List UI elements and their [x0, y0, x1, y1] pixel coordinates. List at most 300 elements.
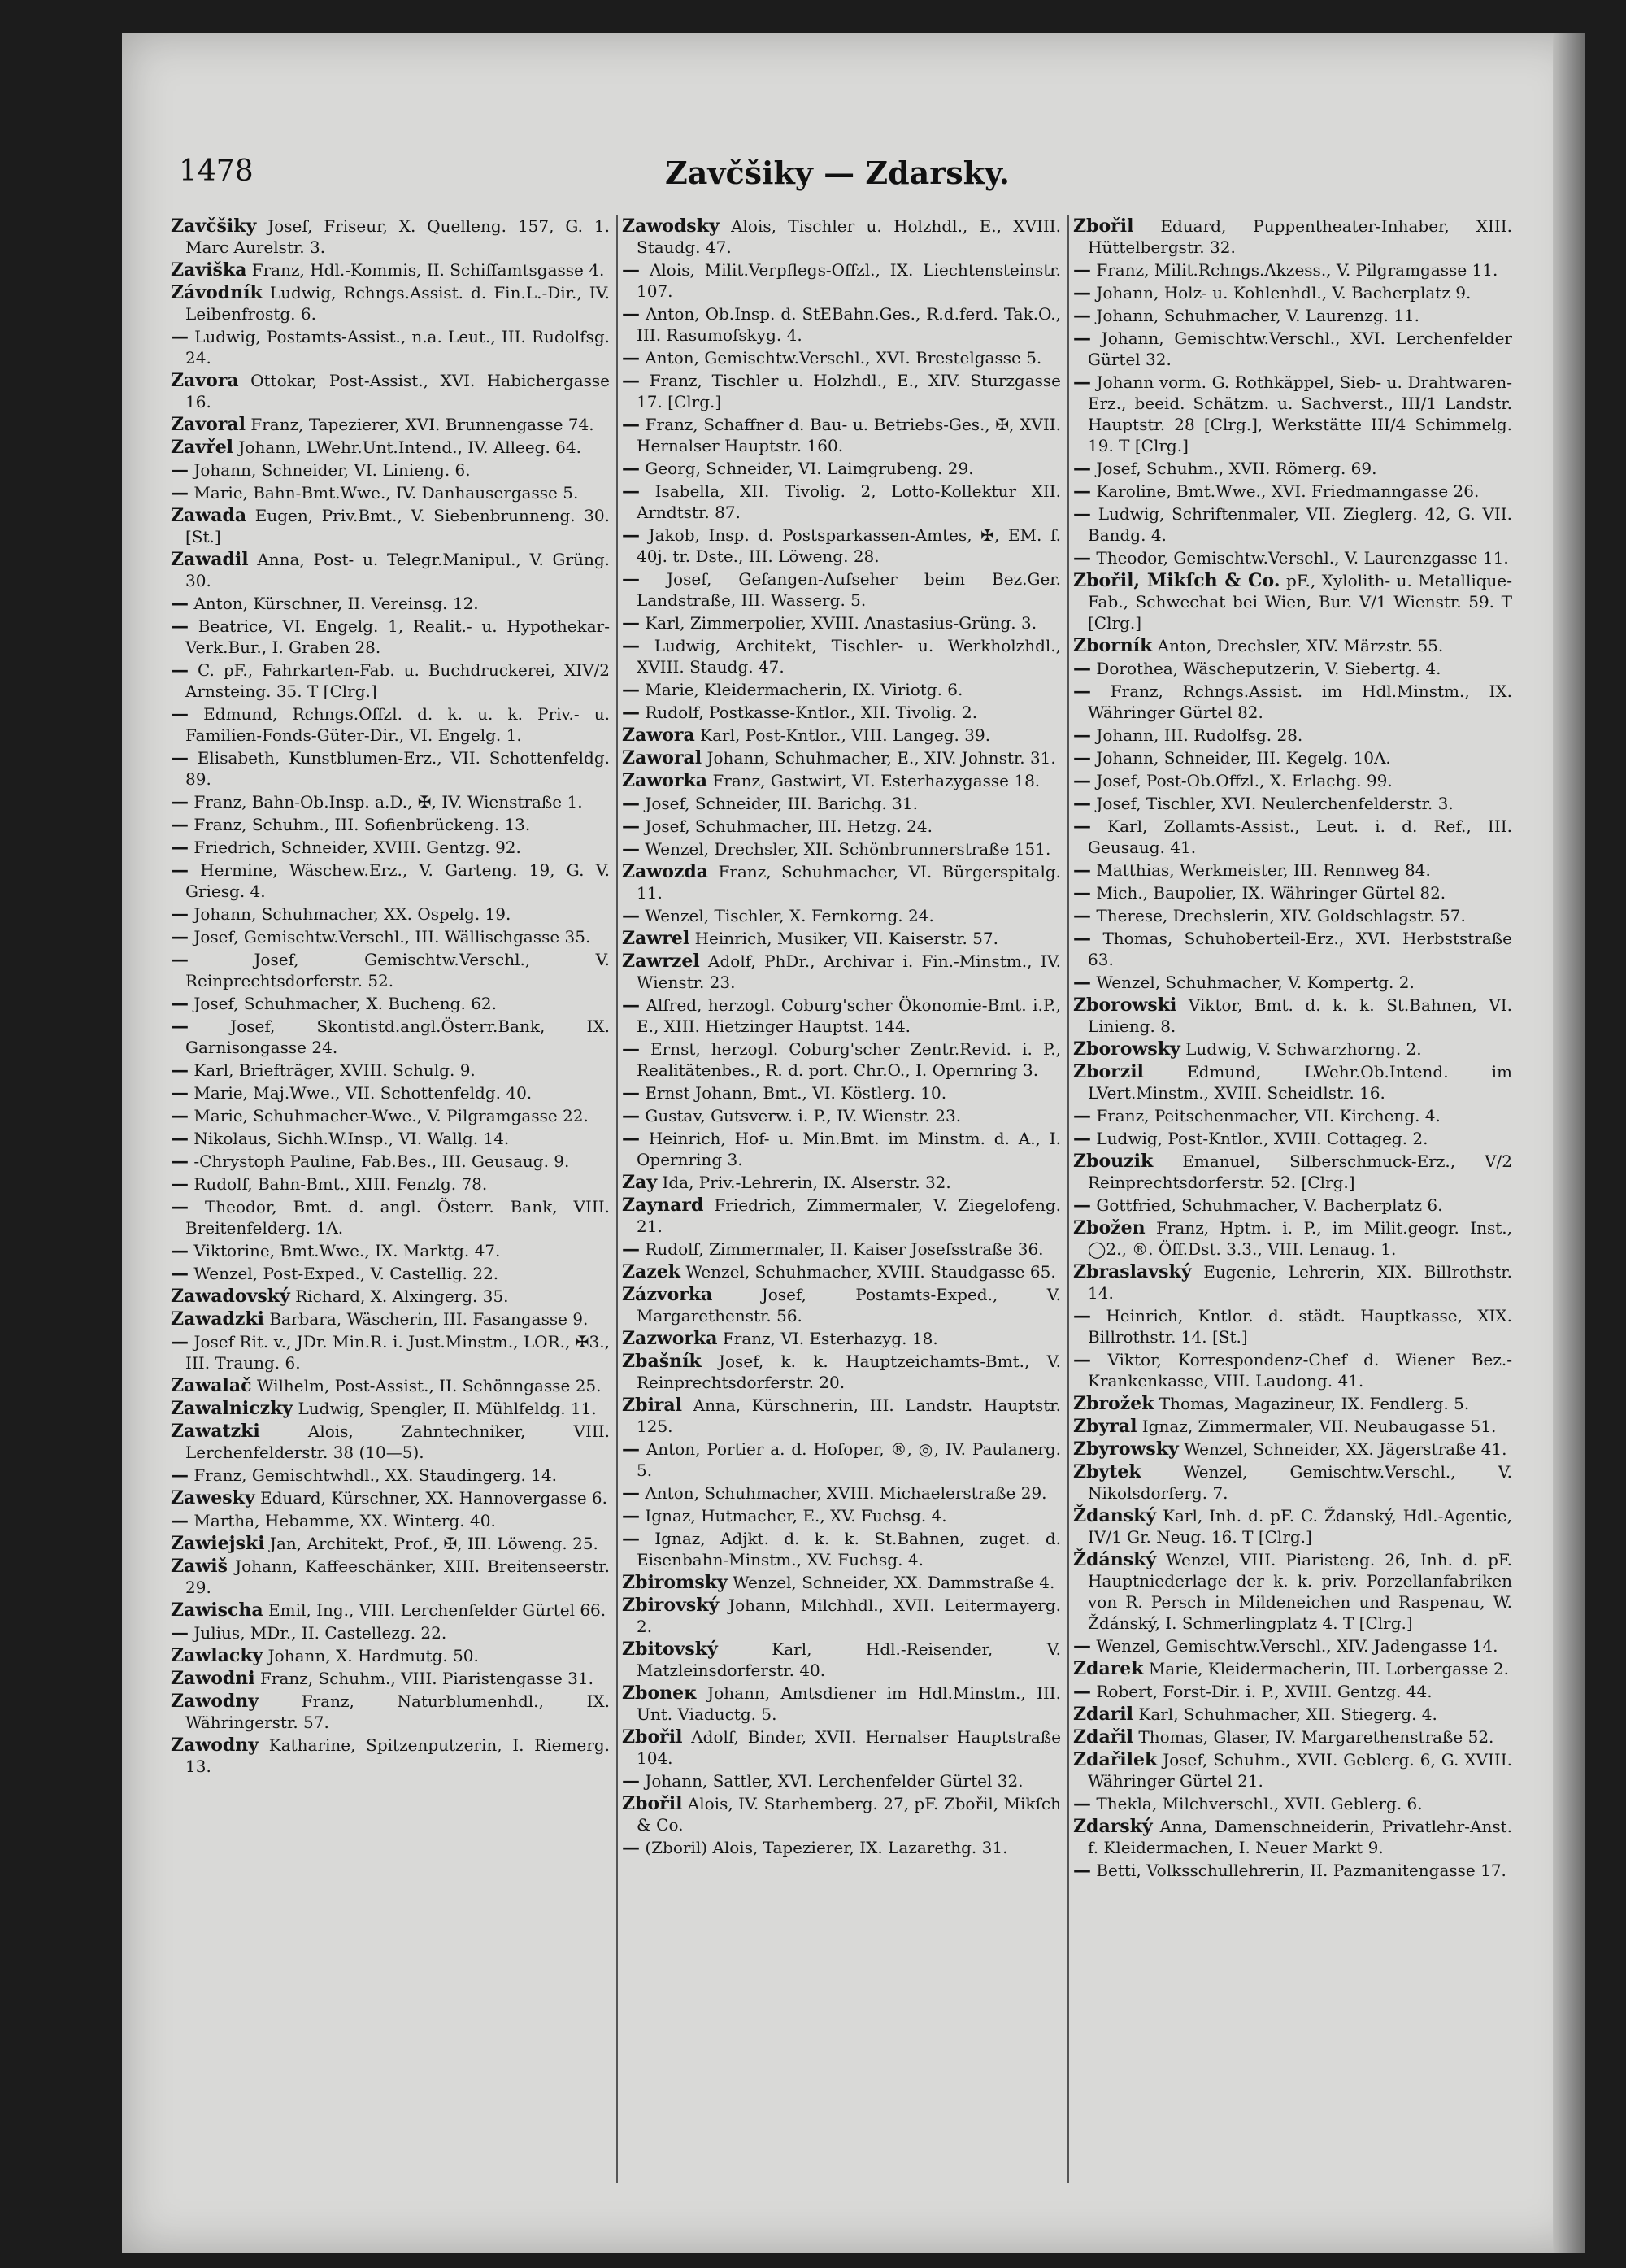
- directory-entry: [171, 215, 610, 258]
- directory-entry: [1073, 1505, 1512, 1548]
- entry-details: Ludwig, Rchngs.Assist. d. Fin.L.-Dir., IV. Leibenfrostg. 6.: [185, 283, 610, 324]
- entry-surname: Zavoral: [171, 414, 246, 435]
- directory-entry: [1073, 681, 1512, 723]
- directory-entry: [1073, 1704, 1512, 1725]
- entry-surname: Zawada: [171, 505, 247, 526]
- entry-details: Josef, Tischler, XVI. Neulerchenfelderstr. 3.: [1096, 794, 1454, 813]
- entry-surname: —: [1073, 1793, 1091, 1814]
- entry-surname: —: [171, 1128, 189, 1149]
- entry-surname: Zborzil: [1073, 1061, 1144, 1082]
- directory-entry: [1073, 328, 1512, 370]
- directory-entry: [1073, 1658, 1512, 1679]
- entry-surname: —: [1073, 259, 1091, 281]
- entry-details: Karl, Post-Kntlor., VIII. Langeg. 39.: [700, 725, 991, 745]
- entry-details: Katharine, Spitzenputzerin, I. Riemerg. 13.: [185, 1735, 610, 1776]
- entry-surname: —: [1073, 1635, 1091, 1656]
- entry-surname: —: [622, 1105, 640, 1126]
- entry-surname: Zbašník: [622, 1351, 702, 1372]
- entry-surname: —: [171, 459, 189, 481]
- entry-surname: Zazworka: [622, 1328, 718, 1349]
- directory-entry: [1073, 1681, 1512, 1702]
- entry-surname: Zawodny: [171, 1691, 259, 1712]
- directory-entry: [622, 414, 1061, 456]
- directory-entry: [622, 458, 1061, 479]
- directory-entry: [622, 259, 1061, 302]
- directory-entry: [1073, 725, 1512, 746]
- directory-entry: [622, 1793, 1061, 1835]
- column-divider: [1067, 215, 1069, 2183]
- entry-surname: —: [1073, 305, 1091, 326]
- directory-entry: [622, 1439, 1061, 1481]
- directory-entry: [622, 1595, 1061, 1637]
- entry-surname: Zawadil: [171, 549, 249, 570]
- entry-surname: Zdařilek: [1073, 1749, 1158, 1770]
- entry-surname: —: [171, 1240, 189, 1261]
- directory-entry: [171, 1556, 610, 1598]
- directory-entry: [171, 1645, 610, 1666]
- directory-entry: [622, 1105, 1061, 1126]
- directory-entry: [1073, 1416, 1512, 1437]
- entry-details: Martha, Hebamme, XX. Winterg. 40.: [193, 1511, 496, 1530]
- entry-surname: Zbořil: [622, 1726, 683, 1748]
- entry-details: Anna, Damenschneiderin, Privatlehr-Anst. f. Kleidermachen, I. Neuer Markt 9.: [1088, 1817, 1512, 1857]
- directory-entry: [622, 1128, 1061, 1170]
- directory-entry: [1073, 570, 1512, 633]
- directory-entry: [171, 1533, 610, 1554]
- entry-surname: —: [622, 1505, 640, 1526]
- entry-surname: Zdaril: [1073, 1704, 1134, 1725]
- entry-details: -Chrystoph Pauline, Fab.Bes., III. Geusaug. 9.: [193, 1151, 570, 1171]
- entry-details: Betti, Volksschullehrerin, II. Pazmanitengasse 17.: [1096, 1861, 1506, 1880]
- directory-entry: [1073, 1151, 1512, 1193]
- entry-details: Viktor, Korrespondenz-Chef d. Wiener Bez.-Krankenkasse, VIII. Laudong. 41.: [1088, 1350, 1512, 1391]
- entry-details: Theodor, Gemischtw.Verschl., V. Laurenzgasse 11.: [1096, 548, 1509, 568]
- entry-details: Ludwig, Architekt, Tischler- u. Werkholzhdl., XVIII. Staudg. 47.: [637, 636, 1061, 677]
- directory-entry: [622, 702, 1061, 723]
- entry-details: Emanuel, Silberschmuck-Erz., V/2 Reinprechtsdorferstr. 52. [Clrg.]: [1088, 1151, 1512, 1192]
- directory-entry: [1073, 305, 1512, 326]
- entry-surname: Zawiš: [171, 1556, 228, 1577]
- entry-details: C. pF., Fahrkarten-Fab. u. Buchdruckerei, XIV/2 Arnsteing. 35. T [Clrg.]: [185, 660, 610, 701]
- entry-surname: —: [171, 616, 189, 637]
- entry-details: Heinrich, Kntlor. d. städt. Hauptkasse, XIX. Billrothstr. 14. [St.]: [1088, 1306, 1512, 1347]
- entry-details: Franz, VI. Esterhazyg. 18.: [722, 1329, 938, 1348]
- directory-entry: [171, 459, 610, 481]
- entry-details: Alois, Zahntechniker, VIII. Lerchenfelderstr. 38 (10—5).: [185, 1421, 610, 1462]
- directory-entry: [622, 1726, 1061, 1769]
- directory-entry: [1073, 1128, 1512, 1149]
- entry-surname: —: [171, 993, 189, 1014]
- entry-details: Edmund, Rchngs.Offzl. d. k. u. k. Priv.- u. Familien-Fonds-Güter-Dir., VI. Engelg. 1.: [185, 704, 610, 745]
- entry-details: Franz, Gemischtwhdl., XX. Staudingerg. 14.: [193, 1465, 558, 1485]
- entry-surname: Zaynard: [622, 1195, 704, 1216]
- directory-entry: [171, 259, 610, 281]
- entry-details: Thomas, Magazineur, IX. Fendlerg. 5.: [1159, 1394, 1470, 1413]
- directory-entry: [171, 747, 610, 790]
- entry-surname: —: [171, 660, 189, 681]
- entry-details: Josef, Schuhm., XVII. Römerg. 69.: [1096, 459, 1377, 478]
- entry-details: Emil, Ing., VIII. Lerchenfelder Gürtel 66.: [268, 1600, 606, 1620]
- entry-details: Johann, Amtsdiener im Hdl.Minstm., III. Unt. Viaductg. 5.: [637, 1683, 1061, 1724]
- entry-details: Franz, Gastwirt, VI. Esterhazygasse 18.: [712, 771, 1041, 790]
- directory-entry: [171, 1016, 610, 1058]
- directory-entry: [1073, 1217, 1512, 1260]
- entry-details: Johann, III. Rudolfsg. 28.: [1096, 725, 1303, 745]
- directory-entry: [622, 347, 1061, 368]
- directory-entry: [171, 1151, 610, 1172]
- entry-details: Johann, Schuhmacher, XX. Ospelg. 19.: [193, 904, 511, 924]
- directory-entry: [622, 1351, 1061, 1393]
- entry-surname: —: [622, 1082, 640, 1104]
- directory-entry: [1073, 282, 1512, 303]
- entry-details: Rudolf, Postkasse-Kntlor., XII. Tivolig. 2.: [645, 703, 978, 722]
- entry-details: Beatrice, VI. Engelg. 1, Realit.- u. Hypothekar-Verk.Bur., I. Graben 28.: [185, 616, 610, 657]
- entry-surname: —: [1073, 328, 1091, 349]
- entry-surname: Zbořil, Mikſch & Co.: [1073, 570, 1280, 591]
- entry-details: Wenzel, Schuhmacher, XVIII. Staudgasse 65.: [685, 1262, 1056, 1282]
- entry-details: Jan, Architekt, Prof., ✠, III. Löweng. 25.: [269, 1534, 598, 1553]
- entry-surname: Zawodsky: [622, 215, 720, 237]
- directory-entry: [622, 481, 1061, 523]
- entry-details: Eduard, Puppentheater-Inhaber, XIII. Hüttelbergstr. 32.: [1088, 216, 1512, 257]
- directory-entry: [1073, 972, 1512, 993]
- directory-entry: [171, 903, 610, 925]
- entry-surname: —: [171, 1082, 189, 1104]
- entry-surname: —: [171, 860, 189, 881]
- entry-details: Johann, Holz- u. Kohlenhdl., V. Bacherplatz 9.: [1096, 283, 1472, 303]
- directory-entry: [171, 1622, 610, 1643]
- entry-surname: Zborník: [1073, 635, 1153, 656]
- entry-details: Robert, Forst-Dir. i. P., XVIII. Gentzg. 44.: [1096, 1682, 1433, 1701]
- entry-details: Ignaz, Zimmermaler, VII. Neubaugasse 51.: [1141, 1417, 1497, 1436]
- directory-entry: [171, 616, 610, 658]
- entry-surname: —: [622, 1482, 640, 1504]
- directory-entry: [171, 1240, 610, 1261]
- entry-details: Thomas, Glaser, IV. Margarethenstraße 52.: [1138, 1727, 1494, 1747]
- page-header: [179, 122, 1496, 195]
- entry-surname: —: [1073, 481, 1091, 502]
- entry-details: Alois, Milit.Verpflegs-Offzl., IX. Liechtensteinstr. 107.: [637, 260, 1061, 301]
- directory-entry: [171, 1128, 610, 1149]
- entry-surname: Zbrožek: [1073, 1393, 1154, 1414]
- entry-details: Richard, X. Alxingerg. 35.: [295, 1286, 509, 1306]
- running-head: Zavčšiky — Zdarsky.: [665, 155, 1010, 191]
- directory-entry: [622, 951, 1061, 993]
- directory-entry: [1073, 1305, 1512, 1347]
- entry-surname: —: [171, 482, 189, 503]
- directory-entry: [622, 838, 1061, 860]
- entry-surname: —: [1073, 681, 1091, 702]
- entry-details: Franz, Schaffner d. Bau- u. Betriebs-Ges., ✠, XVII. Hernalser Hauptstr. 160.: [637, 415, 1061, 455]
- entry-surname: —: [1073, 547, 1091, 568]
- entry-surname: —: [622, 995, 640, 1016]
- entry-surname: Zawrel: [622, 928, 690, 949]
- directory-entry: [622, 1482, 1061, 1504]
- directory-entry: [622, 725, 1061, 746]
- directory-entry: [622, 635, 1061, 677]
- entry-details: Anna, Post- u. Telegr.Manipul., V. Grüng. 30.: [185, 550, 610, 590]
- entry-surname: Ždánský: [1073, 1549, 1157, 1570]
- entry-details: Johann, X. Hardmutg. 50.: [267, 1646, 479, 1665]
- entry-surname: —: [171, 1016, 189, 1037]
- entry-details: Wenzel, Drechsler, XII. Schönbrunnerstraße 151.: [645, 839, 1051, 859]
- entry-surname: —: [622, 905, 640, 926]
- entry-details: Johann, Schneider, VI. Linieng. 6.: [193, 460, 471, 480]
- entry-details: Franz, Schuhm., VIII. Piaristengasse 31.: [260, 1669, 593, 1688]
- entry-details: Franz, Schuhmacher, VI. Bürgerspitalg. 11.: [637, 862, 1061, 903]
- entry-details: Eugenie, Lehrerin, XIX. Billrothstr. 14.: [1088, 1262, 1512, 1303]
- entry-surname: —: [171, 1173, 189, 1195]
- entry-surname: Zawodny: [171, 1735, 259, 1756]
- entry-details: Adolf, PhDr., Archivar i. Fin.-Minstm., IV. Wienstr. 23.: [637, 951, 1061, 992]
- directory-entry: [622, 793, 1061, 814]
- entry-details: Anna, Kürschnerin, III. Landstr. Hauptstr. 125.: [637, 1395, 1061, 1436]
- directory-entry: [622, 905, 1061, 926]
- entry-surname: Zbraslavský: [1073, 1261, 1192, 1282]
- entry-details: Anton, Schuhmacher, XVIII. Michaelerstraße 29.: [645, 1483, 1047, 1503]
- directory-entry: [1073, 1105, 1512, 1126]
- directory-entry: [622, 928, 1061, 949]
- directory-entry: [622, 525, 1061, 567]
- column-divider: [616, 215, 618, 2183]
- directory-entry: [622, 1261, 1061, 1282]
- entry-surname: —: [622, 793, 640, 814]
- entry-details: Barbara, Wäscherin, III. Fasangasse 9.: [269, 1309, 589, 1329]
- entry-details: Isabella, XII. Tivolig. 2, Lotto-Kollektur XII. Arndtstr. 87.: [637, 481, 1061, 522]
- directory-entry: [1073, 1061, 1512, 1104]
- entry-surname: —: [1073, 793, 1091, 814]
- directory-entry: [171, 1600, 610, 1621]
- directory-entry: [171, 1060, 610, 1081]
- entry-details: Heinrich, Hof- u. Min.Bmt. im Minstm. d. A., I. Opernring 3.: [637, 1129, 1061, 1169]
- entry-details: Karl, Zimmerpolier, XVIII. Anastasius-Grüng. 3.: [645, 613, 1037, 633]
- entry-details: Ludwig, Spengler, II. Mühlfeldg. 11.: [298, 1399, 597, 1418]
- entry-details: Alfred, herzogl. Coburg'scher Ökonomie-Bmt. i.P., E., XIII. Hietzinger Hauptst. 144.: [637, 995, 1061, 1036]
- entry-surname: Zawesky: [171, 1487, 255, 1508]
- directory-entry: [171, 814, 610, 835]
- entry-surname: —: [1073, 1128, 1091, 1149]
- entry-surname: —: [1073, 1105, 1091, 1126]
- entry-surname: —: [622, 525, 640, 546]
- entry-surname: —: [1073, 905, 1091, 926]
- entry-surname: —: [171, 1105, 189, 1126]
- entry-surname: —: [622, 259, 640, 281]
- entry-surname: Zawiejski: [171, 1533, 265, 1554]
- entry-surname: —: [171, 814, 189, 835]
- directory-entry: [171, 949, 610, 991]
- entry-details: Rudolf, Bahn-Bmt., XIII. Fenzlg. 78.: [193, 1174, 488, 1194]
- directory-entry: [622, 612, 1061, 633]
- directory-entry: [171, 860, 610, 902]
- entry-surname: Zborowski: [1073, 995, 1177, 1016]
- directory-entry: [171, 1465, 610, 1486]
- directory-entry: [1073, 1749, 1512, 1791]
- entry-surname: —: [171, 1331, 189, 1352]
- directory-entry: [171, 1375, 610, 1396]
- entry-details: Josef, Schuhmacher, III. Hetzg. 24.: [645, 816, 933, 836]
- entry-details: Marie, Bahn-Bmt.Wwe., IV. Danhausergasse 5.: [193, 483, 579, 503]
- entry-surname: —: [1073, 725, 1091, 746]
- entry-surname: —: [622, 838, 640, 860]
- entry-surname: —: [622, 1770, 640, 1791]
- entry-details: Mich., Baupolier, IX. Währinger Gürtel 82.: [1096, 883, 1446, 903]
- column-2: [622, 215, 1061, 2192]
- book-gutter: [1553, 33, 1585, 2253]
- column-3: [1073, 215, 1512, 2192]
- entry-surname: —: [1073, 972, 1091, 993]
- directory-entry: [171, 837, 610, 858]
- entry-details: Franz, Hdl.-Kommis, II. Schiffamtsgasse 4.: [251, 260, 605, 280]
- entry-details: Eduard, Kürschner, XX. Hannovergasse 6.: [260, 1488, 607, 1508]
- directory-entry: [622, 1639, 1061, 1681]
- entry-details: Alois, IV. Starhemberg. 27, pF. Zbořil, Mikſch & Co.: [637, 1794, 1061, 1835]
- entry-surname: Zbiromsky: [622, 1572, 728, 1593]
- directory-entry: [171, 1308, 610, 1330]
- entry-details: Franz, Tischler u. Holzhdl., E., XIV. Sturzgasse 17. [Clrg.]: [637, 371, 1061, 411]
- entry-details: pF., Xylolith- u. Metallique-Fab., Schwechat bei Wien, Bur. V/1 Wienstr. 59. T [Clrg.]: [1088, 571, 1512, 633]
- entry-surname: —: [622, 816, 640, 837]
- entry-surname: Zbyrowsky: [1073, 1439, 1179, 1460]
- directory-entry: [171, 660, 610, 702]
- directory-page: [122, 33, 1585, 2253]
- entry-details: Ernst Johann, Bmt., VI. Köstlerg. 10.: [645, 1083, 947, 1103]
- directory-entry: [171, 1173, 610, 1195]
- directory-entry: [1073, 1860, 1512, 1881]
- entry-surname: Zbouzik: [1073, 1151, 1154, 1172]
- entry-surname: —: [622, 481, 640, 502]
- entry-details: Josef, Skontistd.angl.Österr.Bank, IX. Garnisongasse 24.: [185, 1016, 610, 1057]
- entry-surname: Zawlacky: [171, 1645, 263, 1666]
- entry-details: Therese, Drechslerin, XIV. Goldschlagstr. 57.: [1096, 906, 1466, 925]
- directory-entry: [171, 437, 610, 458]
- directory-entry: [622, 1172, 1061, 1193]
- directory-entry: [1073, 747, 1512, 768]
- entry-details: Edmund, LWehr.Ob.Intend. im LVert.Minstm., XVIII. Scheidlstr. 16.: [1088, 1062, 1512, 1103]
- entry-details: Wenzel, Schuhmacher, V. Kompertg. 2.: [1096, 973, 1415, 992]
- entry-surname: Zaworka: [622, 770, 708, 791]
- directory-entry: [1073, 372, 1512, 456]
- directory-entry: [1073, 905, 1512, 926]
- entry-surname: —: [622, 414, 640, 435]
- directory-entry: [622, 1528, 1061, 1570]
- entry-surname: —: [1073, 1349, 1091, 1370]
- entry-surname: —: [171, 1510, 189, 1531]
- entry-details: Wilhelm, Post-Assist., II. Schönngasse 25.: [256, 1376, 602, 1395]
- entry-surname: Zawadovský: [171, 1286, 290, 1307]
- entry-details: Viktor, Bmt. d. k. k. St.Bahnen, VI. Linieng. 8.: [1088, 995, 1512, 1036]
- entry-surname: Zaworal: [622, 747, 702, 768]
- entry-details: Johann, Schneider, III. Kegelg. 10A.: [1096, 748, 1391, 768]
- directory-entry: [171, 1196, 610, 1238]
- directory-entry: [622, 568, 1061, 611]
- entry-details: Franz, Schuhm., III. Sofienbrückeng. 13.: [193, 815, 531, 834]
- entry-surname: —: [622, 679, 640, 700]
- entry-details: Theodor, Bmt. d. angl. Österr. Bank, VIII. Breitenfelderg. 1A.: [185, 1197, 610, 1238]
- entry-details: Franz, Hptm. i. P., im Milit.geogr. Inst., ◯2., ®. Öff.Dst. 3.3., VIII. Lenaug. 1.: [1088, 1218, 1512, 1259]
- directory-entry: [1073, 547, 1512, 568]
- directory-entry: [171, 1082, 610, 1104]
- entry-surname: —: [171, 747, 189, 768]
- directory-entry: [1073, 1549, 1512, 1634]
- directory-entry: [622, 1682, 1061, 1725]
- entry-details: Josef, Post-Ob.Offzl., X. Erlachg. 99.: [1096, 771, 1393, 790]
- entry-surname: —: [171, 1196, 189, 1217]
- directory-entry: [171, 1691, 610, 1733]
- entry-details: Marie, Maj.Wwe., VII. Schottenfeldg. 40.: [193, 1083, 533, 1103]
- entry-details: Gottfried, Schuhmacher, V. Bacherplatz 6.: [1096, 1195, 1443, 1215]
- entry-surname: —: [171, 703, 189, 725]
- directory-entry: [1073, 1439, 1512, 1460]
- entry-details: Eugen, Priv.Bmt., V. Siebenbrunneng. 30. [St.]: [185, 506, 610, 546]
- entry-details: Thekla, Milchverschl., XVII. Geblerg. 6.: [1096, 1794, 1423, 1813]
- entry-details: Karl, Hdl.-Reisender, V. Matzleinsdorferstr. 40.: [637, 1639, 1061, 1680]
- entry-surname: —: [171, 903, 189, 925]
- entry-surname: —: [1073, 928, 1091, 949]
- entry-details: Johann, Gemischtw.Verschl., XVI. Lerchenfelder Gürtel 32.: [1088, 329, 1512, 369]
- entry-surname: —: [171, 1622, 189, 1643]
- entry-details: Ludwig, Schriftenmaler, VII. Zieglerg. 42, G. VII. Bandg. 4.: [1088, 504, 1512, 545]
- entry-details: Wenzel, Gemischtw.Verschl., V. Nikolsdorferg. 7.: [1088, 1462, 1512, 1503]
- entry-details: Ludwig, V. Schwarzhorng. 2.: [1185, 1039, 1422, 1059]
- entry-surname: —: [622, 1038, 640, 1060]
- entry-details: Franz, Rchngs.Assist. im Hdl.Minstm., IX. Währinger Gürtel 82.: [1088, 681, 1512, 722]
- entry-surname: —: [1073, 503, 1091, 525]
- entry-details: Wenzel, Schneider, XX. Jägerstraße 41.: [1184, 1439, 1507, 1459]
- directory-entry: [1073, 1349, 1512, 1391]
- entry-surname: —: [1073, 770, 1091, 791]
- directory-entry: [622, 1082, 1061, 1104]
- entry-details: Thomas, Schuhoberteil-Erz., XVI. Herbststraße 63.: [1088, 929, 1512, 969]
- entry-surname: Zay: [622, 1172, 658, 1193]
- entry-surname: Zazek: [622, 1261, 681, 1282]
- entry-surname: Zbytek: [1073, 1461, 1141, 1482]
- entry-details: Josef, Gefangen-Aufseher beim Bez.Ger. Landstraße, III. Wasserg. 5.: [637, 569, 1061, 610]
- entry-details: Julius, MDr., II. Castellezg. 22.: [193, 1623, 447, 1643]
- entry-surname: —: [1073, 747, 1091, 768]
- entry-surname: —: [1073, 882, 1091, 903]
- entry-details: Nikolaus, Sichh.W.Insp., VI. Wallg. 14.: [193, 1129, 510, 1148]
- entry-details: Johann, Milchhdl., XVII. Leitermayerg. 2.: [637, 1595, 1061, 1636]
- entry-details: Rudolf, Zimmermaler, II. Kaiser Josefsstraße 36.: [645, 1239, 1044, 1259]
- directory-entry: [622, 215, 1061, 258]
- directory-entry: [1073, 1635, 1512, 1656]
- entry-details: Wenzel, VIII. Piaristeng. 26, Inh. d. pF. Hauptniederlage der k. k. priv. Porzellanfabriken von R. Persch in Mildeneichen und Raspenau, W. Ždánský, I. Schmerlingplatz 4. T [Clrg.]: [1088, 1550, 1512, 1633]
- entry-surname: —: [1073, 282, 1091, 303]
- directory-entry: [1073, 1793, 1512, 1814]
- entry-surname: —: [622, 1128, 640, 1149]
- entry-details: Wenzel, Post-Exped., V. Castellig. 22.: [193, 1264, 499, 1283]
- entry-surname: Zbořil: [1073, 215, 1134, 237]
- directory-entry: [1073, 658, 1512, 679]
- entry-details: Ignaz, Hutmacher, E., XV. Fuchsg. 4.: [645, 1506, 947, 1526]
- directory-entry: [171, 1263, 610, 1284]
- entry-details: Franz, Tapezierer, XVI. Brunnengasse 74.: [250, 415, 594, 434]
- entry-details: Friedrich, Zimmermaler, V. Ziegelofeng. 21.: [637, 1195, 1061, 1236]
- directory-entry: [171, 282, 610, 324]
- entry-surname: Zawodni: [171, 1668, 255, 1689]
- entry-details: Josef, Gemischtw.Verschl., V. Reinprechtsdorferstr. 52.: [185, 950, 610, 990]
- entry-surname: —: [622, 347, 640, 368]
- entry-details: Ernst, herzogl. Coburg'scher Zentr.Revid. i. P., Realitätenbes., R. d. port. Chr.O., I. Opernring 3.: [637, 1039, 1061, 1080]
- entry-details: Ludwig, Postamts-Assist., n.a. Leut., III. Rudolfsg. 24.: [185, 327, 610, 368]
- directory-entry: [1073, 1461, 1512, 1504]
- entry-surname: Zawora: [622, 725, 695, 746]
- directory-entry: [622, 303, 1061, 346]
- entry-details: Johann, LWehr.Unt.Intend., IV. Alleeg. 64.: [238, 437, 581, 457]
- entry-details: Adolf, Binder, XVII. Hernalser Hauptstraße 104.: [637, 1727, 1061, 1768]
- directory-entry: [1073, 816, 1512, 858]
- directory-entry: [622, 816, 1061, 837]
